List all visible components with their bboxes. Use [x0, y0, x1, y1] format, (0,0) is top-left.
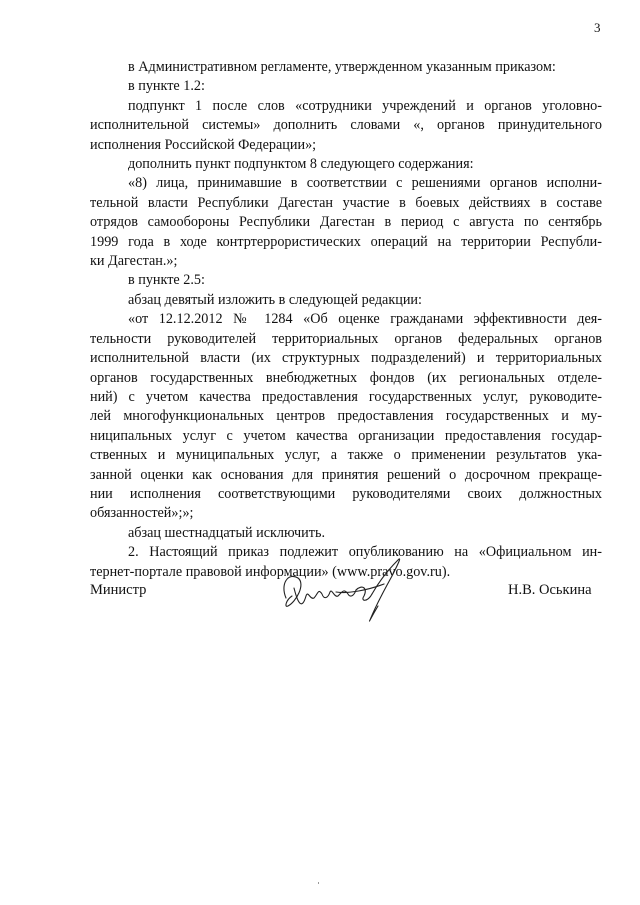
signatory-name: Н.В. Оськина	[508, 582, 592, 598]
text-line: 1999 года в ходе контртеррористических операций на территории Республи-	[90, 233, 602, 250]
text-line: исполнительной системы» дополнить словами «, органов принудительного	[90, 117, 602, 134]
text-line: обязанностей»;»;	[90, 505, 194, 522]
text-line: дополнить пункт подпунктом 8 следующего содержания:	[128, 156, 474, 173]
text-line: ний) с учетом качества предоставления государственных услуг, руководите-	[90, 388, 602, 405]
text-line: органов государственных внебюджетных фондов (их региональных отделе-	[90, 369, 602, 386]
text-line: абзац шестнадцатый исключить.	[128, 524, 325, 541]
text-line: в пункте 1.2:	[128, 78, 205, 95]
text-line: абзац девятый изложить в следующей редакции:	[128, 291, 422, 308]
text-line: ки Дагестан.»;	[90, 253, 178, 270]
scan-speck	[318, 882, 319, 884]
text-line: 2. Настоящий приказ подлежит опубликованию на «Официальном ин-	[128, 544, 602, 561]
text-line: «от 12.12.2012 № 1284 «Об оценке гражданами эффективности дея-	[128, 311, 602, 328]
text-line: занной оценки как основания для принятия решений о досрочном прекраще-	[90, 466, 602, 483]
signatory-title: Министр	[90, 582, 147, 598]
text-line: тельной власти Республики Дагестан участие в боевых действиях в составе	[90, 194, 602, 211]
text-line: ственных и муниципальных услуг, а также о применении результатов ука-	[90, 447, 602, 464]
text-line: ниципальных услуг с учетом качества организации предоставления государ-	[90, 427, 602, 444]
text-line: нии исполнения соответствующими руководителями своих должностных	[90, 485, 602, 502]
text-line: «8) лица, принимавшие в соответствии с решениями органов исполни-	[128, 175, 602, 192]
text-line: в пункте 2.5:	[128, 272, 205, 289]
text-line: тельности руководителей территориальных органов федеральных органов	[90, 330, 602, 347]
text-line: тернет-портале правовой информации» (www.pravo.gov.ru).	[90, 563, 451, 580]
text-line: подпункт 1 после слов «сотрудники учреждений и органов уголовно-	[128, 97, 602, 114]
text-line: лей многофункциональных центров предоставления государственных и му-	[90, 408, 602, 425]
text-line: в Административном регламенте, утвержденном указанным приказом:	[128, 59, 556, 75]
text-line: отрядов самообороны Республики Дагестан в период с августа по сентябрь	[90, 214, 602, 231]
page-number: 3	[594, 20, 601, 35]
document-body	[90, 58, 602, 582]
handwritten-signature	[272, 554, 412, 626]
text-line: исполнения Российской Федерации»;	[90, 136, 317, 153]
text-line: исполнительной власти (их структурных подразделений) и территориальных	[90, 350, 602, 367]
